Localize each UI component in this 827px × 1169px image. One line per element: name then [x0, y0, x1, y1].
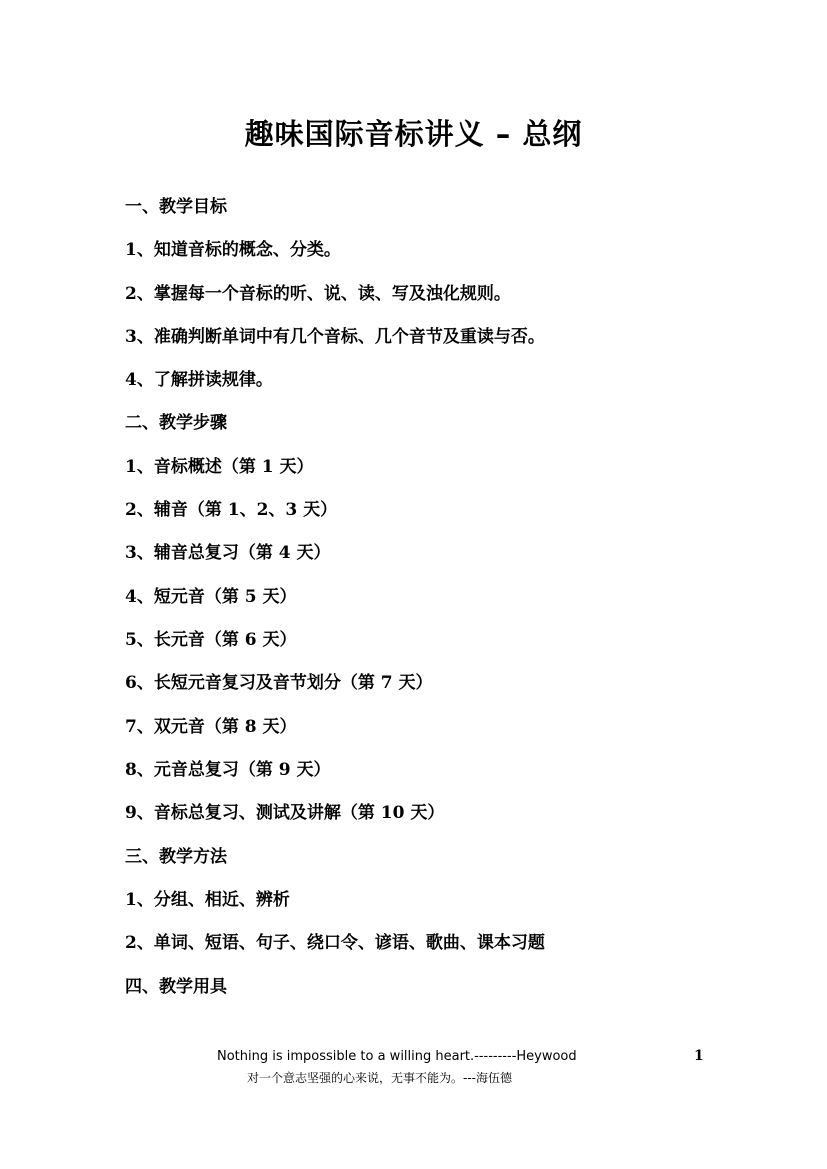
footer-quote-chinese: 对一个意志坚强的心来说，无事不能为。---海伍德	[247, 1071, 512, 1085]
step-item-4: 4、短元音（第 5 天）	[125, 587, 297, 607]
step-item-3: 3、辅音总复习（第 4 天）	[125, 543, 331, 563]
objective-item-4: 4、了解拼读规律。	[125, 370, 273, 390]
step-item-1: 1、音标概述（第 1 天）	[125, 457, 314, 477]
section-heading-objectives: 一、教学目标	[125, 197, 227, 217]
section-heading-steps: 二、教学步骤	[125, 413, 227, 433]
step-item-6: 6、长短元音复习及音节划分（第 7 天）	[125, 673, 433, 693]
step-item-5: 5、长元音（第 6 天）	[125, 630, 297, 650]
objective-item-3: 3、准确判断单词中有几个音标、几个音节及重读与否。	[125, 327, 545, 347]
step-item-9: 9、音标总复习、测试及讲解（第 10 天）	[125, 803, 445, 823]
footer-quote-english: Nothing is impossible to a willing heart.---------Heywood	[217, 1049, 577, 1064]
document-title: 趣味国际音标讲义 – 总纲	[244, 117, 583, 151]
section-heading-methods: 三、教学方法	[125, 847, 227, 867]
step-item-8: 8、元音总复习（第 9 天）	[125, 760, 331, 780]
objective-item-2: 2、掌握每一个音标的听、说、读、写及浊化规则。	[125, 284, 511, 304]
step-item-7: 7、双元音（第 8 天）	[125, 717, 297, 737]
section-heading-tools: 四、教学用具	[125, 977, 227, 997]
method-item-2: 2、单词、短语、句子、绕口令、谚语、歌曲、课本习题	[125, 933, 545, 953]
method-item-1: 1、分组、相近、辨析	[125, 890, 290, 910]
step-item-2: 2、辅音（第 1、2、3 天）	[125, 500, 338, 520]
page-number: 1	[694, 1048, 704, 1064]
objective-item-1: 1、知道音标的概念、分类。	[125, 240, 341, 260]
